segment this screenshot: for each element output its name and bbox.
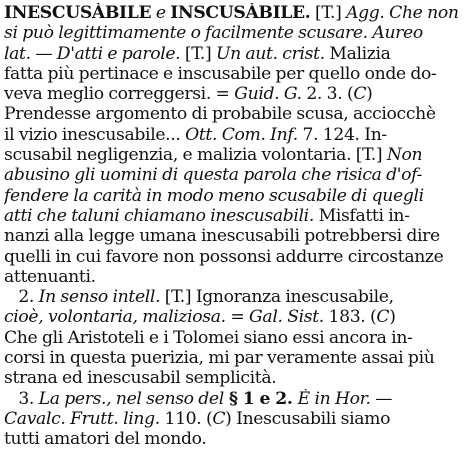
text-segment: Agg. Che non (346, 3, 459, 23)
entry-line (4, 226, 470, 246)
text-segment: e (151, 3, 171, 23)
entry-line (4, 267, 470, 287)
text-segment: C (376, 307, 390, 328)
entry-line (4, 23, 470, 43)
entry-line (4, 206, 470, 226)
entry-line (4, 409, 470, 429)
text-segment: Malizia (324, 43, 391, 64)
text-segment: abusino gli uomini di questa parola che risica d'of- (4, 165, 423, 186)
text-segment: Guid. G. (234, 84, 302, 105)
text-segment: [T.] (310, 3, 347, 23)
text-segment: lat. — D'atti e parole. (4, 43, 181, 64)
entry-line (4, 3, 470, 23)
text-segment: nanzi alla legge umana inescusabili potrebbersi dire (4, 226, 440, 247)
text-segment: si può legittimamente o facilmente scusare. Aureo (4, 23, 423, 44)
text-segment: Cavalc. Frutt. ling. (4, 408, 160, 429)
text-segment: = (225, 307, 250, 328)
text-segment: 183. ( (323, 307, 377, 328)
text-segment: strana ed inescusabil semplicità. (4, 368, 277, 389)
text-segment: il vizio inescusabile... (4, 124, 186, 145)
entry-line (4, 307, 470, 327)
text-segment: 7. 124. In- (297, 124, 387, 145)
text-segment: C (353, 84, 367, 105)
text-segment: Gal. Sist. (249, 307, 324, 328)
text-segment: La pers., nel senso del (38, 388, 224, 409)
text-segment: INESCUSÀBILE (4, 3, 152, 23)
entry-line (4, 348, 470, 368)
text-segment: 2. 3. ( (301, 84, 354, 105)
text-segment: Prendesse argomento di probabile scusa, acciocchè (4, 104, 436, 125)
text-segment: scusabil negligenzia, e malizia volontaria. [T.] (4, 145, 387, 166)
entry-line (4, 125, 470, 145)
entry-line (4, 328, 470, 348)
text-segment: attenuanti. (4, 266, 96, 287)
entry-line (4, 44, 470, 64)
text-segment: Un aut. crist. (215, 43, 325, 64)
text-segment: 2. (4, 287, 39, 308)
text-segment: [T.] (180, 43, 216, 64)
text-segment: corsi in questa puerizia, mi par veramente assai più (4, 348, 435, 369)
entry-line (4, 84, 470, 104)
text-segment: veva meglio correggersi. = (4, 84, 235, 105)
text-segment: In senso intell. (38, 287, 161, 308)
text-segment: ) (389, 307, 396, 328)
text-segment: fatta più pertinace e inscusabile per quello onde do- (4, 63, 437, 84)
text-segment: ) (366, 84, 373, 105)
entry-line (4, 389, 470, 409)
entry-line (4, 64, 470, 84)
text-segment: quelli in cui favore non possonsi addurre circostanze (4, 246, 444, 267)
text-segment: [T.] Ignoranza inescusabile, (160, 287, 394, 308)
text-segment: Ott. Com. Inf. (185, 124, 298, 145)
entry-line (4, 247, 470, 267)
text-segment: C (212, 408, 226, 429)
text-segment: atti che taluni chiamano inescusabili. (4, 205, 314, 226)
text-segment: INSCUSÀBILE. (170, 3, 311, 23)
text-segment: 110. ( (159, 408, 213, 429)
text-segment: ) Inescusabili siamo (225, 408, 391, 429)
text-segment: Non (386, 145, 423, 166)
text-segment: Misfatti in- (313, 205, 410, 226)
text-segment: Che gli Aristoteli e i Tolomei siano essi ancora in- (4, 327, 413, 348)
text-segment: cioè, volontaria, maliziosa. (4, 307, 226, 328)
text-segment: tutti amatori del mondo. (4, 429, 207, 450)
entry-line (4, 287, 470, 307)
entry-line (4, 104, 470, 124)
text-segment: § 1 e 2. (223, 388, 298, 409)
entry-line (4, 186, 470, 206)
entry-line (4, 368, 470, 388)
text-segment: fendere la carità in modo meno scusabile di quegli (4, 185, 424, 206)
dictionary-entry (4, 3, 470, 450)
text-segment: È in Hor. — (297, 388, 393, 409)
text-segment: 3. (4, 388, 39, 409)
entry-line (4, 145, 470, 165)
entry-line (4, 165, 470, 185)
entry-line (4, 429, 470, 449)
